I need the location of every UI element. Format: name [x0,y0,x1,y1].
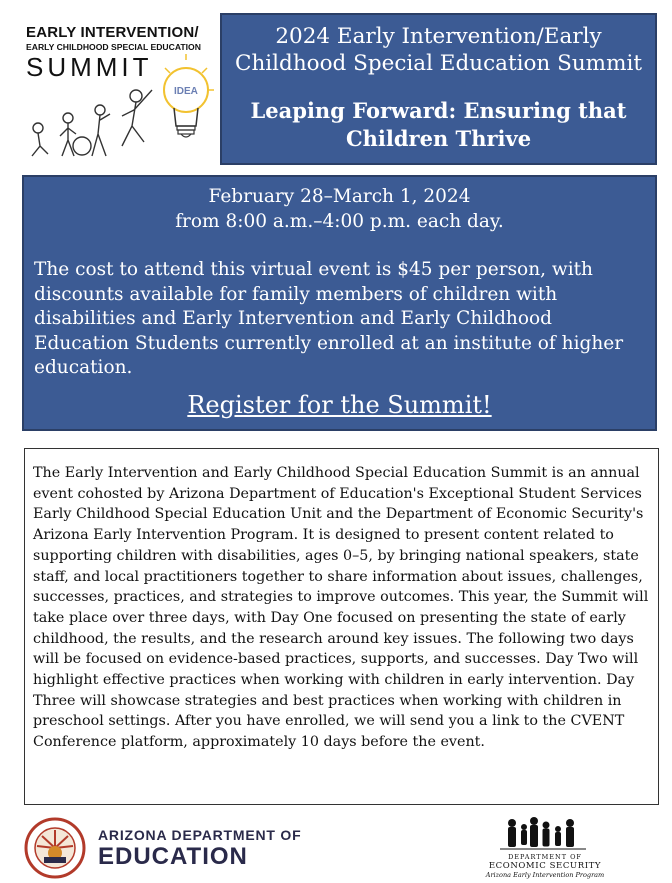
event-title: 2024 Early Intervention/Early Childhood Special Education Summit [235,24,642,76]
department-of-economic-security-logo [478,815,608,880]
des-name-line: ECONOMIC SECURITY [488,861,602,871]
summit-logo [18,18,218,168]
ade-name-line: ARIZONA DEPARTMENT OF [98,827,302,843]
children-and-lightbulb-illustration [18,18,218,168]
logo-summit-word: SUMMIT [26,52,153,82]
arizona-department-of-education-logo [24,815,302,877]
event-dates-block [24,184,655,234]
title-banner [220,13,657,165]
event-hours: from 8:00 a.m.–4:00 p.m. each day. [175,211,504,232]
event-description: The Early Intervention and Early Childhood Special Education Summit is an annual event cohosted by Arizona Department of Education's Exceptional Student Services Early Childhood Special Education Unit and the Department of Economic Security's Arizona Early Intervention Program. It is designed to present content related to supporting children with disabilities, ages 0–5, by bringing national speakers, state staff, and local practitioners together to share information about issues, challenges, successes, practices, and strategies to improve outcomes. This year, the Summit will take place over three days, with Day One focused on presenting the state of early childhood, the results, and the research around key issues. The following two days will be focused on evidence-based practices, supports, and successes. Day Two will highlight effective practices when working with children in early intervention. Day Three will showcase strategies and best practices when working with children in preschool settings. After you have enrolled, we will send you a link to the CVENT Conference platform, approximately 10 days before the event. [24,448,659,805]
event-cost: The cost to attend this virtual event is $45 per person, with discounts available for family members of children with disabilities and Early Intervention and Early Childhood Education Students currently enrolled at an institute of higher education. [34,259,624,378]
des-program-line: Arizona Early Intervention Program [485,871,605,879]
des-department-line: DEPARTMENT OF [508,853,582,861]
family-silhouette-icon [478,815,608,853]
children-figures-icon [32,90,152,156]
bulb-label: IDEA [174,86,198,97]
logo-subtitle-line: EARLY CHILDHOOD SPECIAL EDUCATION [26,42,201,52]
event-info-banner [22,175,657,431]
register-link[interactable]: Register for the Summit! [187,390,492,419]
event-dates: February 28–March 1, 2024 [208,186,471,207]
logo-title-line: EARLY INTERVENTION/ [26,24,199,41]
ade-education-word: EDUCATION [98,843,248,870]
ade-seal-icon [24,817,86,879]
lightbulb-icon [164,54,214,137]
event-theme: Leaping Forward: Ensuring that Children Thrive [250,98,627,151]
